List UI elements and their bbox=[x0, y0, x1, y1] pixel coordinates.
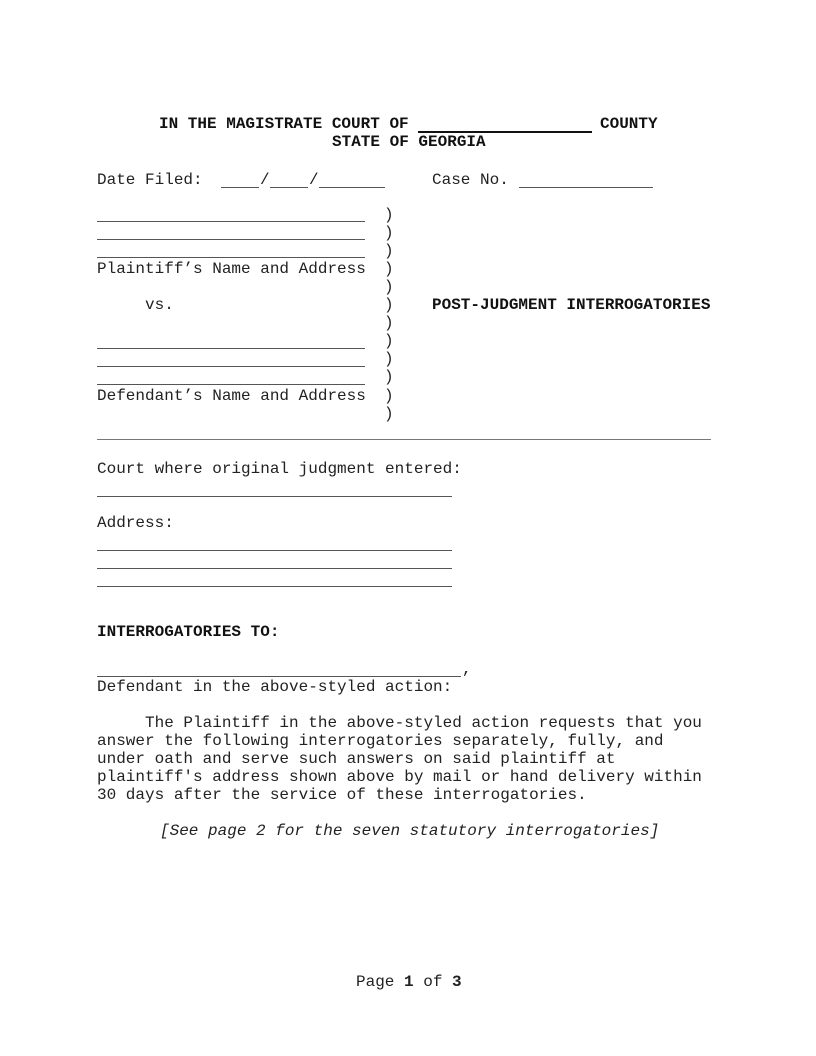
document-title: POST-JUDGMENT INTERROGATORIES bbox=[432, 296, 711, 314]
see-page-note: [See page 2 for the seven statutory interrogatories] bbox=[160, 822, 660, 840]
plaintiff-address-line2-field[interactable] bbox=[97, 241, 365, 258]
plaintiff-label: Plaintiff’s Name and Address bbox=[97, 260, 366, 278]
recipient-label: Defendant in the above-styled action: bbox=[97, 678, 453, 696]
defendant-label: Defendant’s Name and Address bbox=[97, 387, 366, 405]
court-address-line2-field[interactable] bbox=[97, 552, 452, 569]
court-title: IN THE MAGISTRATE COURT OF bbox=[159, 115, 409, 133]
case-no-label: Case No. bbox=[432, 171, 509, 189]
state-title: STATE OF GEORGIA bbox=[332, 133, 486, 151]
divider bbox=[97, 439, 711, 440]
court-address-line3-field[interactable] bbox=[97, 570, 452, 587]
date-separator: / bbox=[309, 171, 319, 189]
county-label: COUNTY bbox=[600, 115, 658, 133]
defendant-address-line1-field[interactable] bbox=[97, 350, 365, 367]
original-court-label: Court where original judgment entered: bbox=[97, 460, 462, 478]
page-number bbox=[356, 973, 462, 991]
date-filed-month-field[interactable] bbox=[221, 171, 259, 188]
date-filed-day-field[interactable] bbox=[270, 171, 308, 188]
plaintiff-address-line1-field[interactable] bbox=[97, 223, 365, 240]
defendant-name-field[interactable] bbox=[97, 332, 365, 349]
interrogatories-to-heading: INTERROGATORIES TO: bbox=[97, 623, 280, 641]
date-filed-year-field[interactable] bbox=[319, 171, 385, 188]
page-word: Page bbox=[356, 973, 395, 991]
defendant-recipient-field[interactable] bbox=[97, 660, 461, 677]
total-pages: 3 bbox=[452, 973, 462, 991]
versus-label: vs. bbox=[145, 296, 174, 314]
court-address-line1-field[interactable] bbox=[97, 534, 452, 551]
of-word: of bbox=[423, 973, 443, 991]
date-filed-label: Date Filed: bbox=[97, 171, 203, 189]
case-no-field[interactable] bbox=[519, 171, 653, 188]
address-label: Address: bbox=[97, 514, 174, 532]
date-separator: / bbox=[260, 171, 270, 189]
defendant-address-line2-field[interactable] bbox=[97, 368, 365, 385]
plaintiff-name-field[interactable] bbox=[97, 205, 365, 222]
current-page: 1 bbox=[404, 973, 414, 991]
comma: , bbox=[462, 660, 472, 678]
original-court-field[interactable] bbox=[97, 480, 452, 497]
